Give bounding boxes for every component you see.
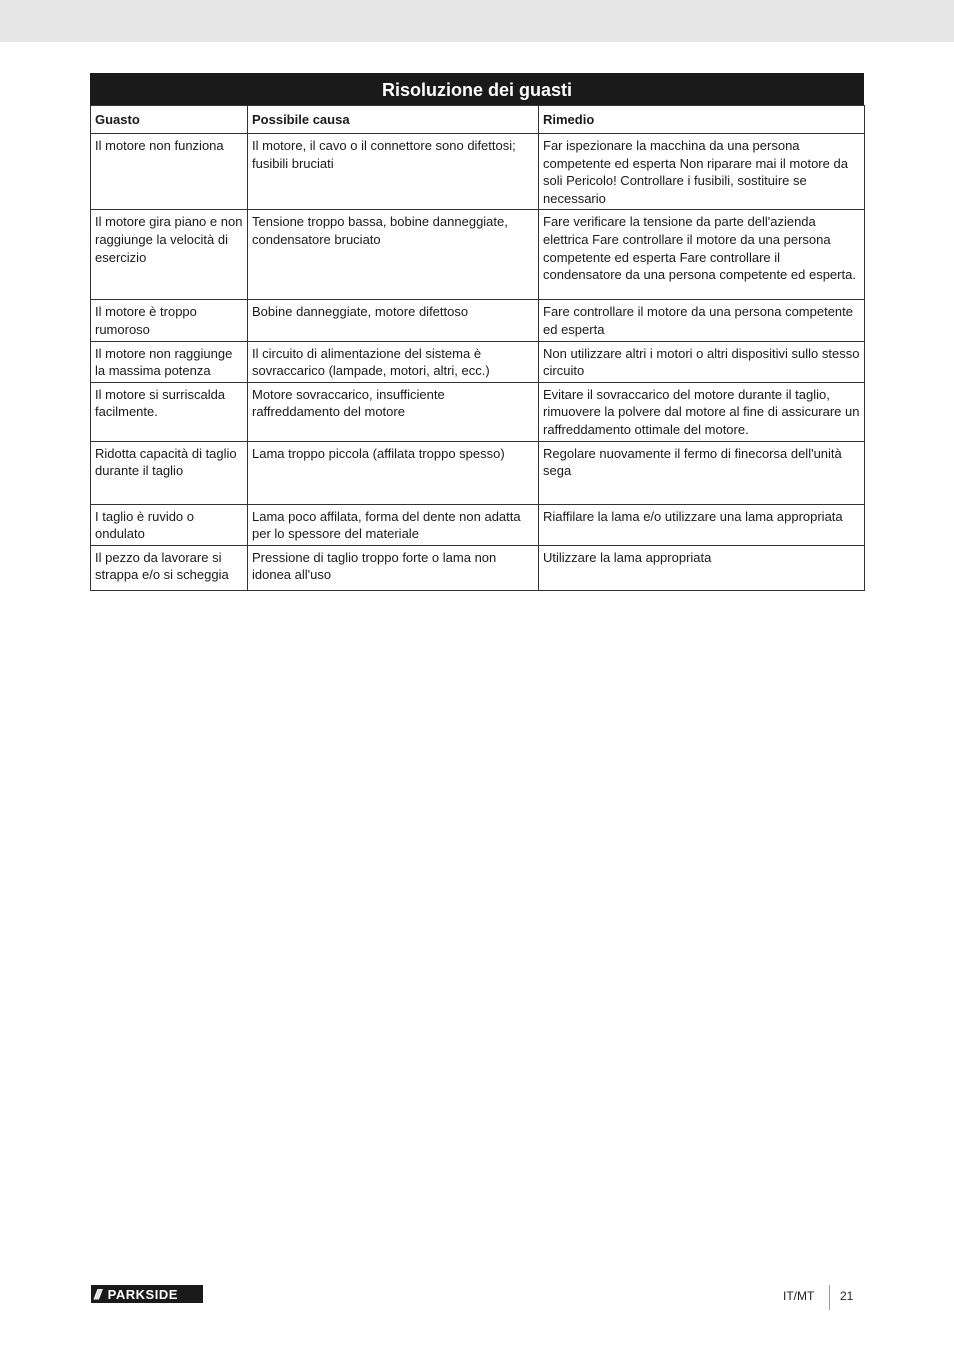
table-header-row xyxy=(91,106,865,134)
section-title: Risoluzione dei guasti xyxy=(90,73,864,105)
cell-remedy: Non utilizzare altri i motori o altri dispositivi sullo stesso circuito xyxy=(539,341,865,382)
cell-remedy: Evitare il sovraccarico del motore durante il taglio, rimuovere la polvere dal motore al fine di assicurare un raffreddamento ottimale del motore. xyxy=(539,382,865,441)
cell-cause: Lama poco affilata, forma del dente non adatta per lo spessore del materiale xyxy=(248,504,539,545)
table-row xyxy=(91,210,865,300)
table-row xyxy=(91,134,865,210)
cell-remedy: Riaffilare la lama e/o utilizzare una lama appropriata xyxy=(539,504,865,545)
table-row xyxy=(91,441,865,504)
cell-remedy: Fare verificare la tensione da parte dell'azienda elettrica Fare controllare il motore da una persona competente ed esperta Fare controllare il condensatore da una persona competente ed esperta. xyxy=(539,210,865,300)
cell-cause: Pressione di taglio troppo forte o lama non idonea all'uso xyxy=(248,545,539,590)
cell-fault: Il motore non raggiunge la massima potenza xyxy=(91,341,248,382)
table-row xyxy=(91,504,865,545)
cell-fault: Il motore è troppo rumoroso xyxy=(91,300,248,341)
page-header-band xyxy=(0,0,954,42)
cell-remedy: Fare controllare il motore da una persona competente ed esperta xyxy=(539,300,865,341)
cell-fault: Il motore gira piano e non raggiunge la velocità di esercizio xyxy=(91,210,248,300)
troubleshooting-section xyxy=(90,73,864,591)
table-row xyxy=(91,341,865,382)
parkside-logo xyxy=(91,1285,203,1303)
cell-cause: Il circuito di alimentazione del sistema è sovraccarico (lampade, motori, altri, ecc.) xyxy=(248,341,539,382)
header-rimedio: Rimedio xyxy=(539,106,865,134)
cell-cause: Lama troppo piccola (affilata troppo spesso) xyxy=(248,441,539,504)
cell-remedy: Far ispezionare la macchina da una persona competente ed esperta Non riparare mai il motore da soli Pericolo! Controllare i fusibili, sostituire se necessario xyxy=(539,134,865,210)
cell-cause: Il motore, il cavo o il connettore sono difettosi; fusibili bruciati xyxy=(248,134,539,210)
table-row xyxy=(91,300,865,341)
troubleshooting-table xyxy=(90,105,865,591)
page-number: 21 xyxy=(840,1289,854,1303)
footer-divider xyxy=(829,1285,830,1310)
table-row xyxy=(91,382,865,441)
cell-fault: Il motore si surriscalda facilmente. xyxy=(91,382,248,441)
cell-remedy: Utilizzare la lama appropriata xyxy=(539,545,865,590)
cell-fault: Ridotta capacità di taglio durante il taglio xyxy=(91,441,248,504)
brand-name: PARKSIDE xyxy=(107,1286,178,1302)
cell-fault: Il motore non funziona xyxy=(91,134,248,210)
language-code: IT/MT xyxy=(783,1289,815,1303)
brand-mark: /// xyxy=(94,1286,100,1302)
cell-remedy: Regolare nuovamente il fermo di finecorsa dell'unità sega xyxy=(539,441,865,504)
cell-cause: Motore sovraccarico, insufficiente raffreddamento del motore xyxy=(248,382,539,441)
cell-cause: Tensione troppo bassa, bobine danneggiate, condensatore bruciato xyxy=(248,210,539,300)
header-possibile-causa: Possibile causa xyxy=(248,106,539,134)
cell-cause: Bobine danneggiate, motore difettoso xyxy=(248,300,539,341)
cell-fault: Il pezzo da lavorare si strappa e/o si scheggia xyxy=(91,545,248,590)
table-row xyxy=(91,545,865,590)
cell-fault: I taglio è ruvido o ondulato xyxy=(91,504,248,545)
header-guasto: Guasto xyxy=(91,106,248,134)
